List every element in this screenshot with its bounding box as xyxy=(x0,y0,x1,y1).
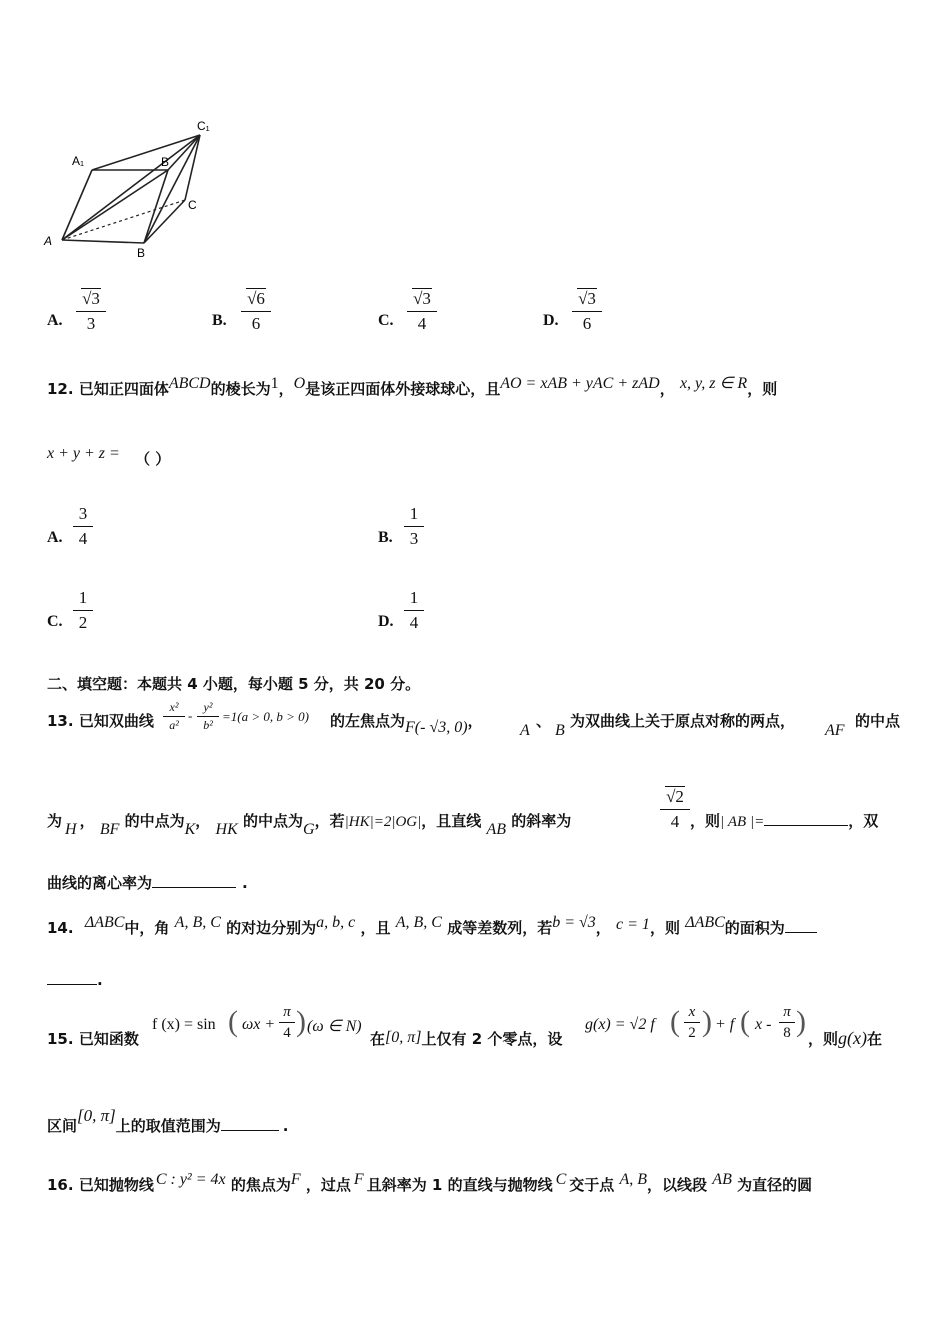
q13-blank-2[interactable] xyxy=(152,873,236,888)
q15-rparen: ) xyxy=(296,1005,306,1038)
label-b1: B xyxy=(161,155,170,169)
q15-lparen2: ( xyxy=(670,1005,680,1038)
q12-stem-line2: x + y + z = （ ） xyxy=(47,445,171,468)
q15-frac-x2: x 2 xyxy=(684,1003,700,1042)
q13-frac-y: y² b² xyxy=(197,700,219,733)
prism-figure xyxy=(40,115,230,260)
q14-stem: 14. ΔABC中，角 A, B, C 的对边分别为a, b, c ，且 A, B, C 成等差数列，若b = √3， c = 1，则 ΔABC的面积为 xyxy=(47,917,817,938)
section-title: 二、填空题：本题共 4 小题，每小题 5 分，共 20 分。 xyxy=(47,675,421,693)
label-c1: C₁ xyxy=(197,119,210,133)
q15-line2: 区间[0, π]上的取值范围为 . xyxy=(47,1106,289,1135)
q13-slope: √2 4 xyxy=(660,786,690,833)
q15-frac-pi8: π 8 xyxy=(779,1003,795,1042)
label-a1: A₁ xyxy=(72,154,85,168)
q15-rparen3: ) xyxy=(796,1005,806,1038)
q14-blank-2[interactable] xyxy=(47,970,97,985)
label-a: A xyxy=(44,234,53,248)
q12-stem: 12. 已知正四面体ABCD的棱长为1，O是该正四面体外接球球心，且AO = xAB + yAC + zAD， x, y, z ∈ R，则 xyxy=(47,375,778,398)
q13-blank-1[interactable] xyxy=(764,811,848,826)
q13-line1: 13. 已知双曲线 xyxy=(47,712,154,730)
q15-frac-pi4: π 4 xyxy=(279,1003,295,1042)
q13-line2: 为 H ， BF 的中点为K， HK 的中点为G，若|HK|=2|OG|，且直线 AB 的斜率为 xyxy=(47,812,572,838)
q14-line2: . xyxy=(47,970,103,989)
q13-line3: 曲线的离心率为 . xyxy=(47,874,248,892)
q15-lparen3: ( xyxy=(740,1005,750,1038)
q15-rparen2: ) xyxy=(702,1005,712,1038)
q15-number: 15. 已知函数 xyxy=(47,1030,139,1048)
label-b: B xyxy=(137,246,146,260)
q13-frac-x: x² a² xyxy=(163,700,185,733)
label-c: C xyxy=(188,198,197,212)
q15-blank[interactable] xyxy=(221,1116,279,1131)
q14-blank-1[interactable] xyxy=(785,918,817,933)
q15-lparen: ( xyxy=(228,1005,238,1038)
q16-stem: 16. 已知抛物线 C : y² = 4x 的焦点为F ，过点 F 且斜率为 1 的直线与抛物线 C 交于点 A, B，以线段 AB 为直径的圆 xyxy=(47,1171,813,1194)
